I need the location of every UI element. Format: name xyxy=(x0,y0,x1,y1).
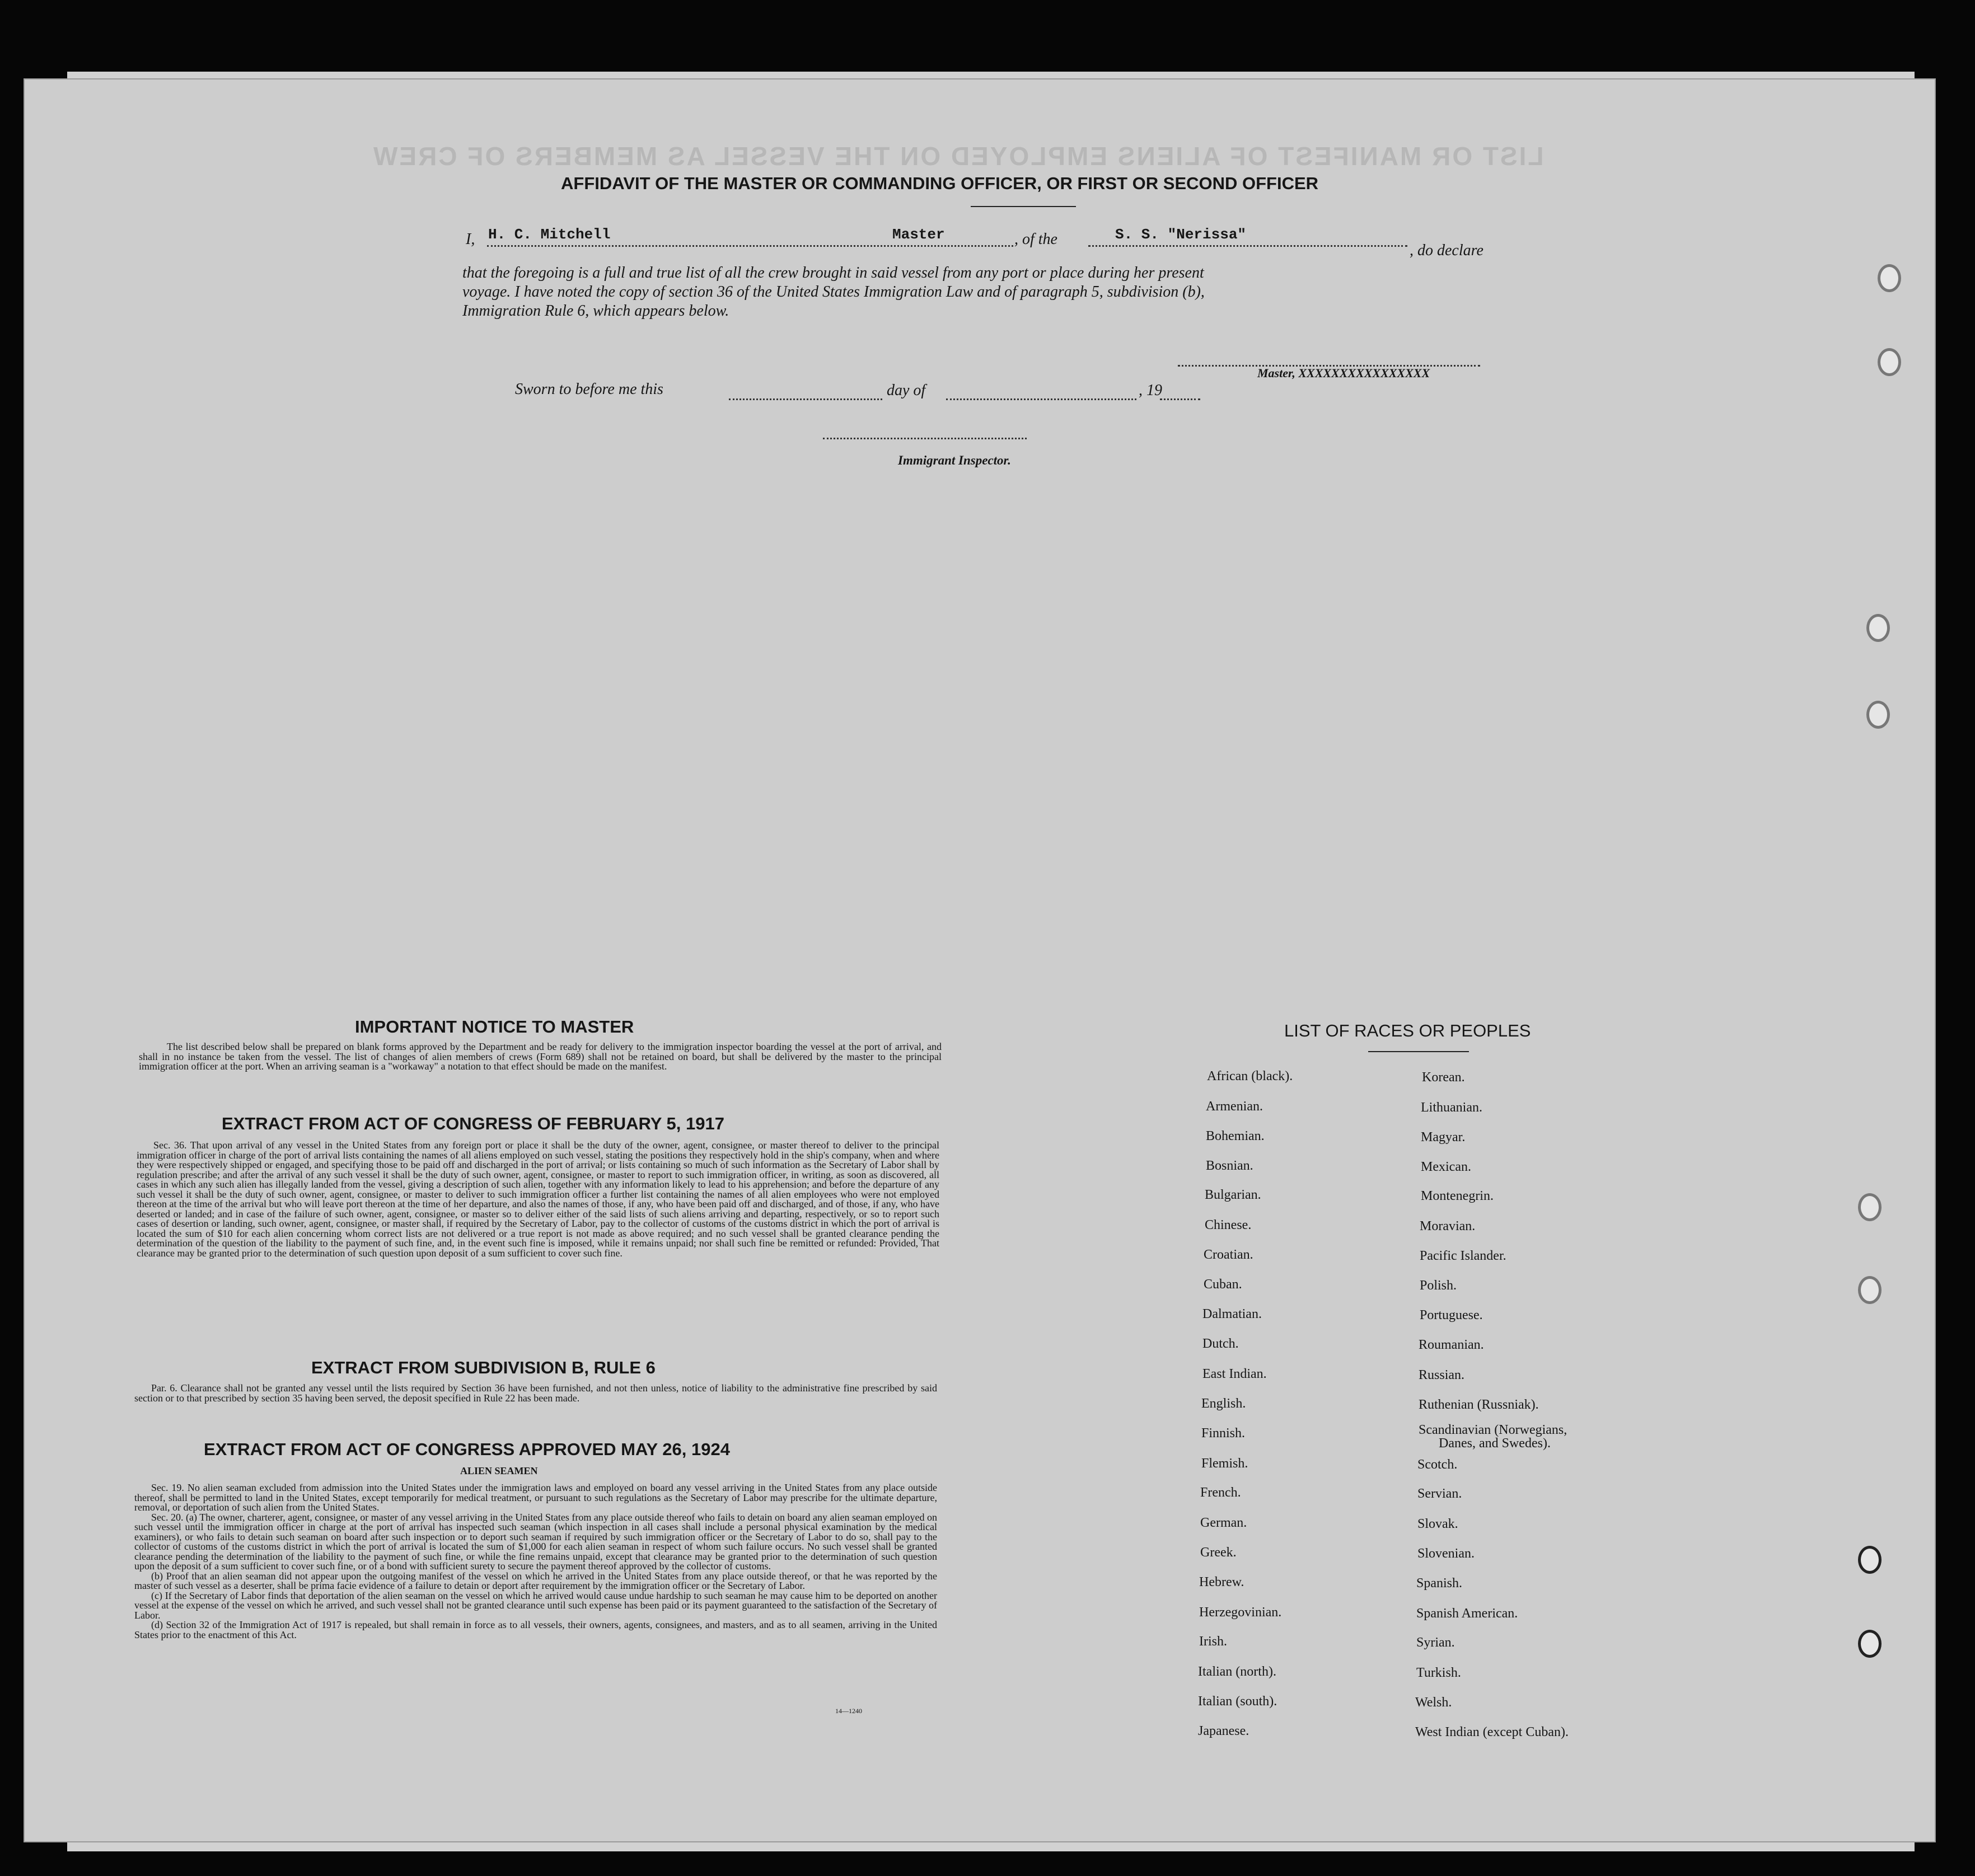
race-item: Servian. xyxy=(1417,1486,1462,1501)
binder-hole xyxy=(1858,1193,1882,1221)
race-item: Cuban. xyxy=(1204,1277,1242,1292)
race-item: Italian (north). xyxy=(1198,1664,1276,1679)
race-item: Bulgarian. xyxy=(1205,1188,1261,1202)
extract-rule6-text xyxy=(134,1383,937,1403)
binder-hole xyxy=(1866,701,1890,729)
notice-title: IMPORTANT NOTICE TO MASTER xyxy=(355,1017,634,1037)
day-of-label: day of xyxy=(887,382,926,399)
affidavit-statement-line3: Immigration Rule 6, which appears below. xyxy=(462,302,729,320)
race-item: Korean. xyxy=(1422,1070,1465,1085)
extract-1924-text xyxy=(134,1483,937,1640)
sworn-year-line xyxy=(1160,398,1200,400)
extract-rule6-title: EXTRACT FROM SUBDIVISION B, RULE 6 xyxy=(311,1358,656,1377)
race-item: Spanish. xyxy=(1416,1576,1463,1591)
vessel-line xyxy=(1088,245,1407,247)
race-item: Montenegrin. xyxy=(1421,1189,1494,1203)
master-name: H. C. Mitchell xyxy=(488,226,611,243)
affidavit-heading: AFFIDAVIT OF THE MASTER OR COMMANDING OFFICER, OR FIRST OR SECOND OFFICER xyxy=(561,173,1319,193)
binder-hole xyxy=(1858,1276,1882,1304)
sec19-paragraph: Sec. 19. No alien seaman excluded from admission into the United States under the immigration laws and employed on board any vessel arriving in the United States from any place outside thereof, shall be permitted to land in the United States, except temporarily for medical treatment, or pursuant to such regulations as the Secretary of Labor may prescribe for the ultimate departure, removal, or deportation of such alien from the United States. xyxy=(134,1482,937,1513)
form-number: 14—1240 xyxy=(835,1707,862,1715)
race-item: Mexican. xyxy=(1421,1160,1471,1174)
race-item: Bohemian. xyxy=(1206,1129,1265,1143)
race-item: Pacific Islander. xyxy=(1420,1249,1506,1263)
binder-hole xyxy=(1858,1546,1882,1574)
race-item: Japanese. xyxy=(1198,1724,1249,1738)
year-label: , 19 xyxy=(1139,382,1162,399)
race-item: Hebrew. xyxy=(1199,1575,1244,1589)
race-item: West Indian (except Cuban). xyxy=(1415,1725,1569,1739)
race-item: Portuguese. xyxy=(1420,1308,1483,1322)
extract-1917-text xyxy=(137,1141,939,1258)
race-item: Chinese. xyxy=(1205,1218,1252,1232)
race-item: Scotch. xyxy=(1417,1457,1458,1472)
race-item: Herzegovinian. xyxy=(1199,1605,1282,1620)
races-rule xyxy=(1368,1051,1469,1052)
race-item: Turkish. xyxy=(1416,1666,1461,1680)
race-item: Greek. xyxy=(1200,1545,1237,1560)
race-item: Welsh. xyxy=(1415,1695,1452,1710)
document-page xyxy=(24,78,1936,1842)
affidavit-statement-line1: that the foregoing is a full and true list of all the crew brought in said vessel from any port or place during her present xyxy=(462,264,1204,282)
extract-1917-title: EXTRACT FROM ACT OF CONGRESS OF FEBRUARY 5, 1917 xyxy=(222,1114,724,1133)
race-item: East Indian. xyxy=(1202,1367,1267,1381)
race-item: Bosnian. xyxy=(1206,1159,1253,1173)
race-item: Dutch. xyxy=(1202,1336,1239,1351)
sec20d-paragraph: (d) Section 32 of the Immigration Act of 1917 is repealed, but shall remain in force as to all vessels, their owners, agents, consignees, and masters, and as to all seamen, arriving in the United States prior to the enactment of this Act. xyxy=(134,1619,937,1640)
inspector-label: Immigrant Inspector. xyxy=(898,453,1011,467)
binder-hole xyxy=(1866,614,1890,642)
affidavit-i-prefix: I, xyxy=(466,231,475,248)
heading-rule xyxy=(971,206,1076,207)
race-item: Spanish American. xyxy=(1416,1606,1518,1621)
name-line xyxy=(487,245,1013,247)
alien-seamen-subtitle: ALIEN SEAMEN xyxy=(460,1465,538,1476)
notice-paragraph: The list described below shall be prepared on blank forms approved by the Department and be ready for delivery to the immigration inspector boarding the vessel at the port of arrival, and shall in no instance be taken from the vessel. The list of changes of alien members of crews (Form 689) shall not be retained on board, but shall be delivered by the master to the principal immigration officer at the port. When an arriving seaman is a "workaway" a notation to that effect should be made on the manifest. xyxy=(139,1041,942,1072)
race-item: Slovenian. xyxy=(1417,1546,1475,1561)
binder-hole xyxy=(1878,348,1901,376)
race-item: Ruthenian (Russniak). xyxy=(1419,1397,1539,1412)
race-item: Moravian. xyxy=(1420,1219,1476,1234)
race-item: Dalmatian. xyxy=(1202,1307,1262,1321)
affidavit-statement-line2: voyage. I have noted the copy of section 36 of the United States Immigration Law and of paragraph 5, subdivision (b), xyxy=(462,283,1205,301)
binder-hole xyxy=(1878,264,1901,292)
race-item: Croatian. xyxy=(1204,1247,1253,1262)
bleed-through-title: LIST OR MANIFEST OF ALIENS EMPLOYED ON THE VESSEL AS MEMBERS OF CREW xyxy=(372,142,1544,171)
binder-hole xyxy=(1858,1630,1882,1658)
race-item: Flemish. xyxy=(1201,1456,1248,1471)
race-item: Armenian. xyxy=(1206,1099,1263,1114)
race-item: Italian (south). xyxy=(1198,1694,1277,1709)
race-item: English. xyxy=(1201,1396,1246,1411)
do-declare-label: , do declare xyxy=(1410,242,1483,259)
race-item: Scandinavian (Norwegians, xyxy=(1419,1423,1567,1437)
sworn-month-line xyxy=(946,398,1136,400)
section-36-paragraph: Sec. 36. That upon arrival of any vessel in the United States from any foreign port or place it shall be the duty of the owner, agent, consignee, or master thereof to deliver to the principal immigration officer in charge of the port of arrival lists containing the names of all aliens employed on such vessel, stating the positions they respectively hold in the ship's company, when and where they were respectively shipped or engaged, and specifying those to be paid off and discharged in the port of arrival; or lists containing so much of such information as the Secretary of Labor shall by regulation prescribe; and after the arrival of any such vessel it shall be the duty of such owner, agent, consignee, or master to report to such immigration officer, in writing, as soon as discovered, all cases in which any such alien has illegally landed from the vessel, giving a description of such alien, together with any information likely to lead to his apprehension; and before the departure of any such vessel it shall be the duty of such owner, agent, consignee, or master to deliver to such immigration officer a further list containing the names of all alien employees who were not employed thereon at the time of the arrival but who will leave port thereon at the time of her departure, and also the names of those, if any, who have been paid off and discharged, and of those, if any, who have deserted or landed; and in case of the failure of such owner, agent, consignee, or master so to deliver either of the said lists of such aliens arriving and departing, respectively, or so to report such cases of desertion or landing, such owner, agent, consignee, or master shall, if required by the Secretary of Labor, pay to the collector of customs of the customs district in which the port of arrival is located the sum of $10 for each alien concerning whom correct lists are not delivered or a true report is not made as above required; and no such vessel shall be granted clearance pending the determination of the question of the liability to the payment of such fine, and, in the event such fine is imposed, while it remains unpaid; nor shall such fine be remitted or refunded: Provided, That clearance may be granted prior to the determination of such question upon deposit of a sum sufficient to cover such fine. xyxy=(137,1139,939,1259)
race-item: German. xyxy=(1200,1516,1247,1530)
sec20b-paragraph: (b) Proof that an alien seaman did not appear upon the outgoing manifest of the vessel on which he arrived in the United States from any place outside thereof, or that he was reported by the master of such vessel as a deserter, shall be prima facie evidence of a failure to detain or deport after requirement by the immigration officer or the Secretary of Labor. xyxy=(134,1570,937,1591)
sec20a-paragraph: Sec. 20. (a) The owner, charterer, agent, consignee, or master of any vessel arriving in the United States from any place outside thereof who fails to detain on board any alien seaman employed on such vessel until the immigration officer in charge at the port of arrival has inspected such seaman (which inspection in all cases shall include a personal physical examination by the medical examiners), or who fails to detain such seaman on board after such inspection or to deport such seaman if required by such immigration officer or the Secretary of Labor to do so, shall pay to the collector of customs of the customs district in which the port of arrival is located the sum of $1,000 for each alien seaman in respect of whom such failure occurs. No such vessel shall be granted clearance pending the determination of the liability to the payment of such fine, or while the fine remains unpaid, except that clearance may be granted prior to the determination of such question upon the deposit of a sum sufficient to cover such fine, or of a bond with sufficient surety to secure the payment thereof approved by the collector of customs. xyxy=(134,1511,937,1572)
race-item: African (black). xyxy=(1207,1069,1293,1084)
race-item: Danes, and Swedes). xyxy=(1439,1436,1551,1451)
sworn-day-line xyxy=(729,398,882,400)
race-item: Magyar. xyxy=(1421,1130,1466,1145)
sworn-label: Sworn to before me this xyxy=(515,381,663,398)
races-title: LIST OF RACES OR PEOPLES xyxy=(1284,1021,1531,1040)
race-item: Slovak. xyxy=(1417,1517,1458,1531)
race-item: Roumanian. xyxy=(1419,1338,1484,1352)
sec20c-paragraph: (c) If the Secretary of Labor finds that deportation of the alien seaman on the vessel on which he arrived would cause undue hardship to such seaman he may cause him to be deported on another vessel at the expense of the vessel on which he arrived, and such vessel shall not be granted clearance until such expense has been paid or its payment guaranteed to the satisfaction of the Secretary of Labor. xyxy=(134,1589,937,1621)
race-item: Syrian. xyxy=(1416,1635,1455,1650)
race-item: Lithuanian. xyxy=(1421,1100,1482,1115)
race-item: French. xyxy=(1200,1485,1241,1500)
extract-1924-title: EXTRACT FROM ACT OF CONGRESS APPROVED MAY 26, 1924 xyxy=(204,1439,730,1459)
inspector-line xyxy=(823,438,1027,439)
master-rank: Master xyxy=(892,226,945,243)
race-item: Irish. xyxy=(1199,1634,1227,1649)
of-the-label: , of the xyxy=(1014,231,1057,248)
vessel-name: S. S. "Nerissa" xyxy=(1115,226,1247,243)
race-item: Finnish. xyxy=(1201,1426,1246,1441)
race-item: Polish. xyxy=(1420,1278,1457,1293)
master-signature-label: Master, XXXXXXXXXXXXXXXX xyxy=(1257,366,1430,380)
rule6-paragraph: Par. 6. Clearance shall not be granted any vessel until the lists required by Section 36 have been furnished, and not then unless, notice of liability to the administrative fine prescribed by said section or to that prescribed by section 35 having been served, the deposit specified in Rule 22 has been made. xyxy=(134,1382,937,1404)
race-item: Russian. xyxy=(1419,1368,1465,1382)
notice-text xyxy=(139,1042,942,1072)
